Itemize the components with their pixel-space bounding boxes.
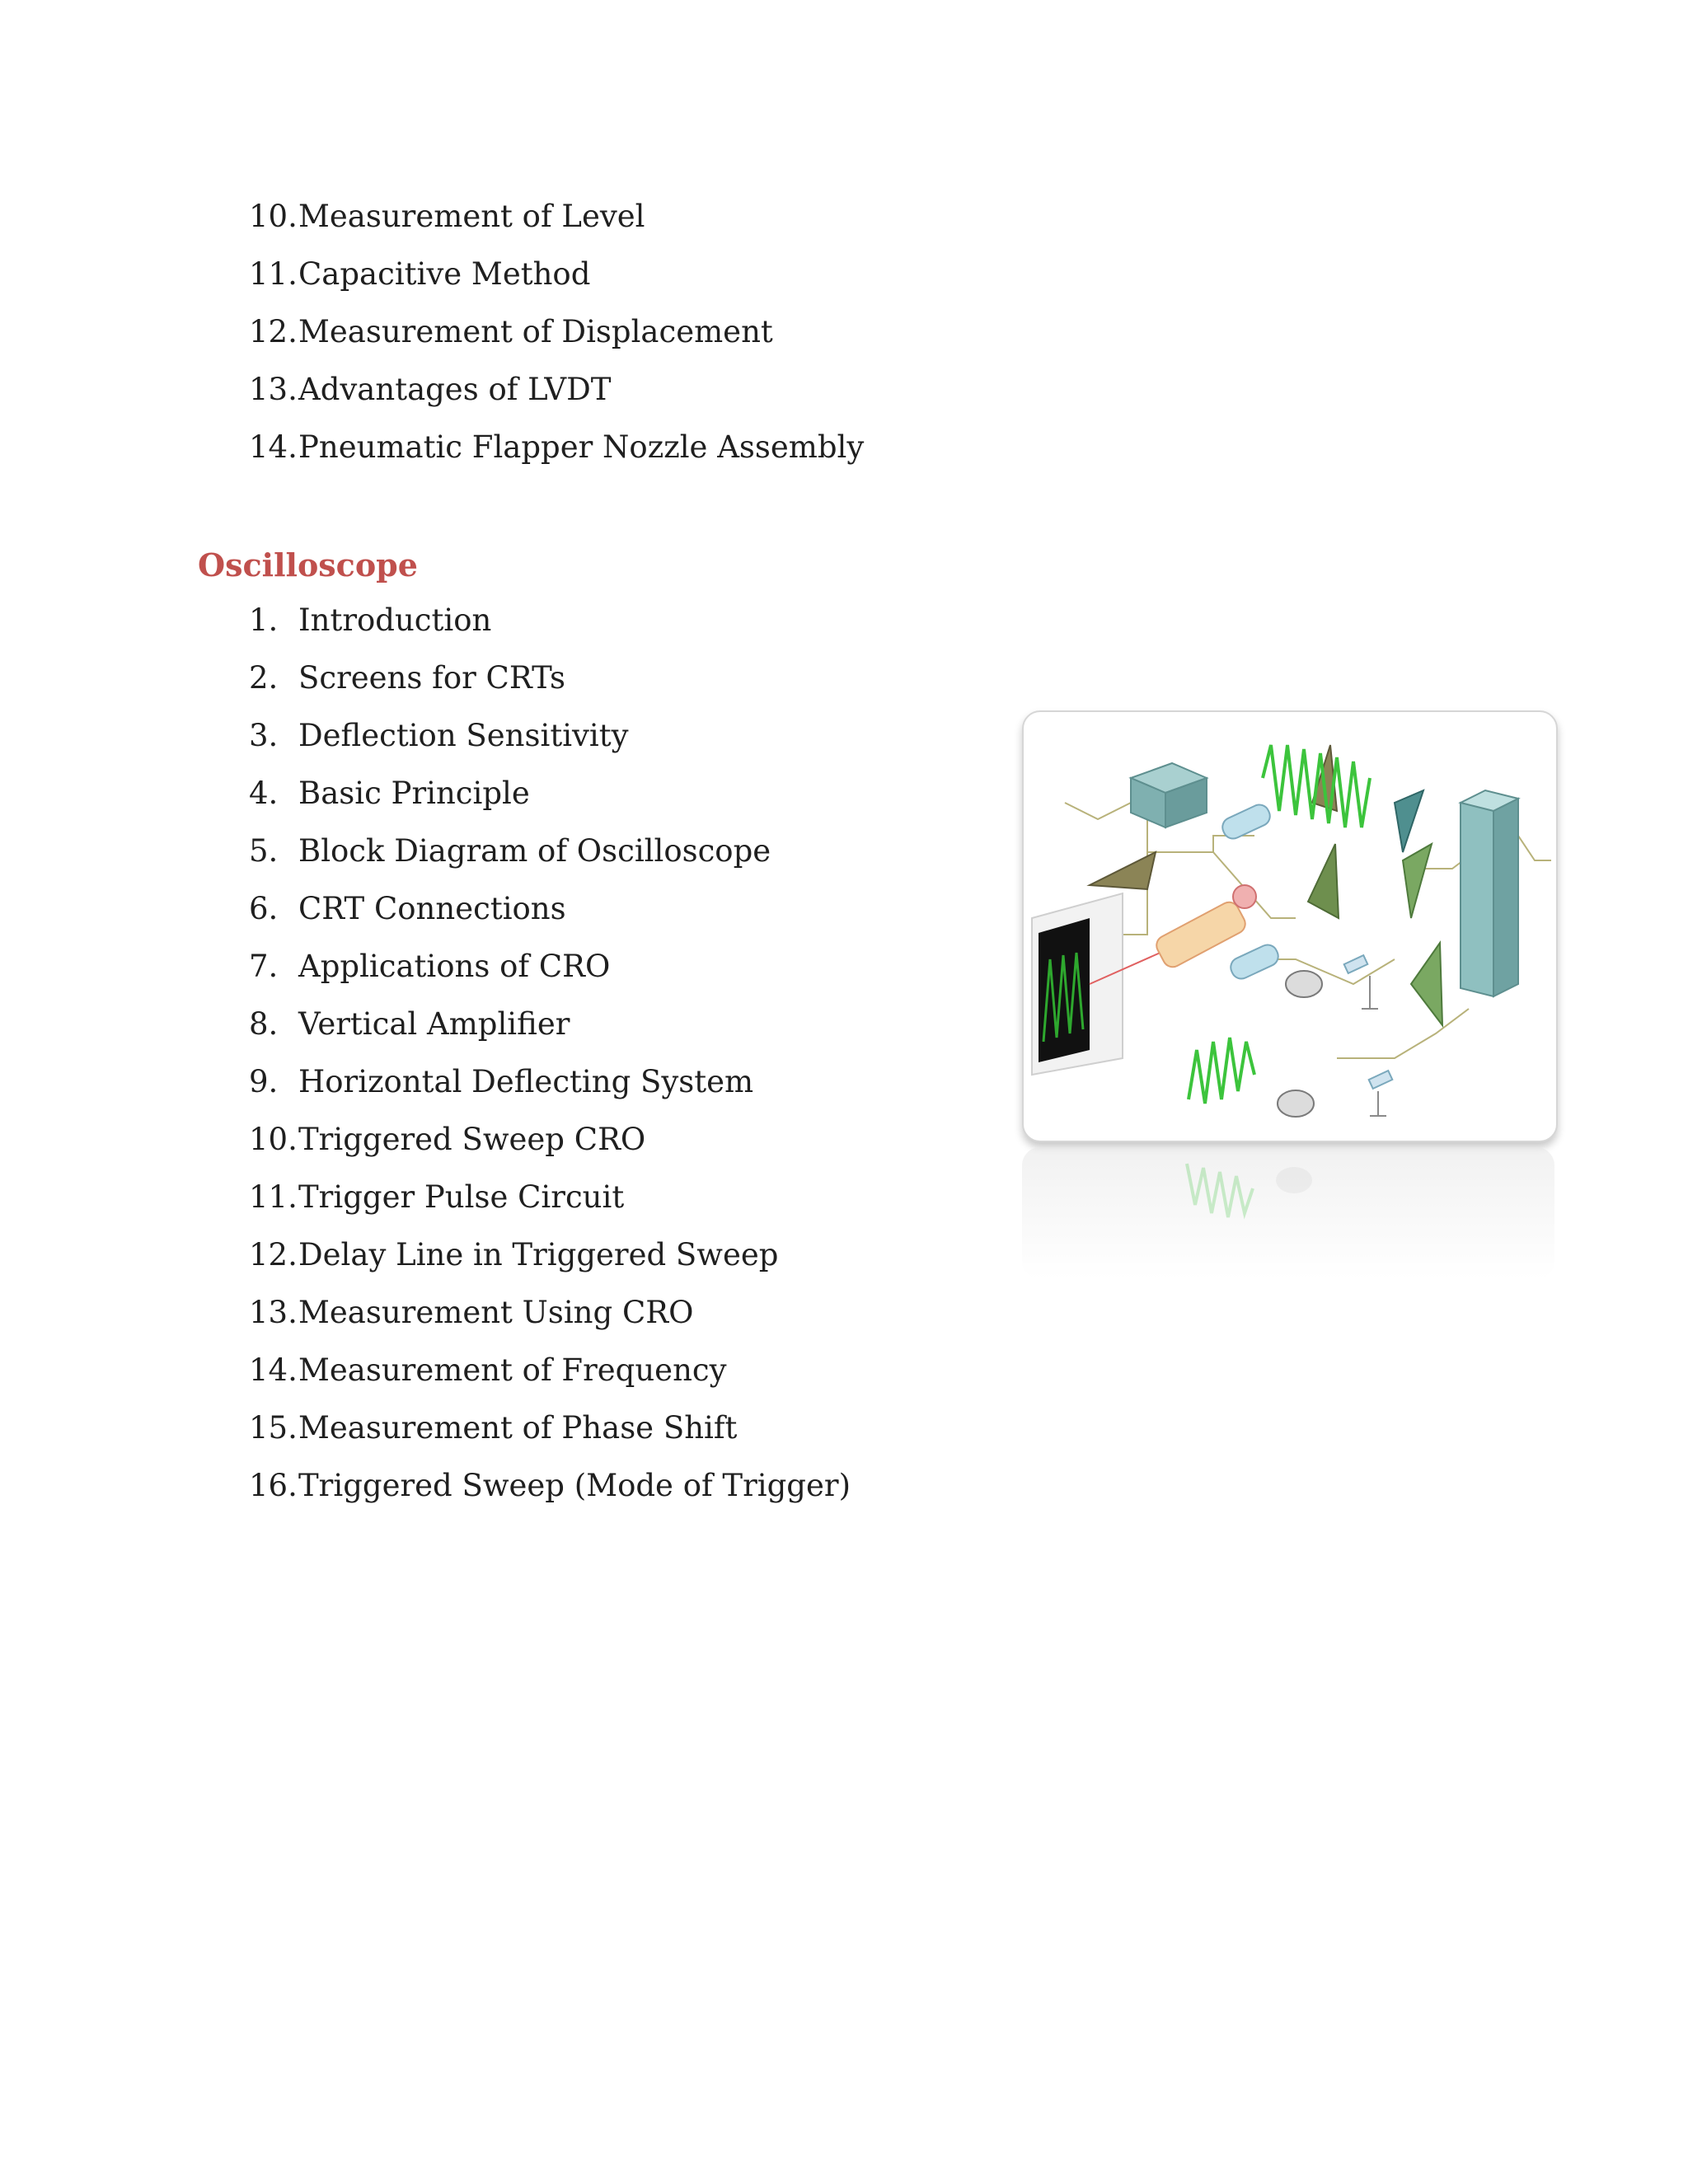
item-number: 1. [249, 602, 279, 638]
oscilloscope-diagram-icon [1024, 712, 1556, 1141]
item-text: Block Diagram of Oscilloscope [298, 833, 771, 869]
section-heading: Oscilloscope [198, 546, 418, 583]
item-number: 6. [249, 891, 279, 926]
item-number: 14. [249, 1352, 298, 1388]
item-number: 15. [249, 1410, 298, 1446]
item-number: 13. [249, 372, 298, 407]
item-number: 4. [249, 776, 279, 811]
item-text: Trigger Pulse Circuit [298, 1179, 625, 1215]
item-text: Measurement of Frequency [298, 1352, 727, 1388]
item-text: Vertical Amplifier [298, 1006, 570, 1042]
item-text: Capacitive Method [298, 256, 591, 292]
item-text: Measurement of Level [298, 199, 645, 234]
item-number: 8. [249, 1006, 279, 1042]
figure-reflection [1022, 1147, 1554, 1279]
item-number: 10. [249, 199, 298, 234]
item-number: 7. [249, 949, 279, 984]
item-text: Delay Line in Triggered Sweep [298, 1237, 779, 1272]
item-number: 16. [249, 1468, 298, 1503]
item-text: Triggered Sweep CRO [298, 1122, 646, 1157]
item-number: 11. [249, 256, 298, 292]
item-number: 10. [249, 1122, 298, 1157]
item-number: 12. [249, 1237, 298, 1272]
item-text: Pneumatic Flapper Nozzle Assembly [298, 429, 865, 465]
item-text: Advantages of LVDT [298, 372, 612, 407]
item-text: Introduction [298, 602, 492, 638]
item-number: 12. [249, 314, 298, 349]
item-number: 11. [249, 1179, 298, 1215]
item-number: 9. [249, 1064, 279, 1099]
item-text: Triggered Sweep (Mode of Trigger) [298, 1468, 851, 1503]
item-text: Measurement of Phase Shift [298, 1410, 738, 1446]
item-text: CRT Connections [298, 891, 566, 926]
item-text: Basic Principle [298, 776, 530, 811]
item-number: 14. [249, 429, 298, 465]
item-number: 13. [249, 1295, 298, 1330]
item-number: 5. [249, 833, 279, 869]
item-text: Screens for CRTs [298, 660, 566, 696]
oscilloscope-figure [1022, 710, 1558, 1142]
item-number: 3. [249, 718, 279, 753]
item-text: Measurement of Displacement [298, 314, 773, 349]
item-text: Measurement Using CRO [298, 1295, 694, 1330]
item-text: Horizontal Deflecting System [298, 1064, 754, 1099]
item-number: 2. [249, 660, 279, 696]
reflection-wave-icon [1022, 1147, 1554, 1279]
item-text: Applications of CRO [298, 949, 611, 984]
item-text: Deflection Sensitivity [298, 718, 629, 753]
